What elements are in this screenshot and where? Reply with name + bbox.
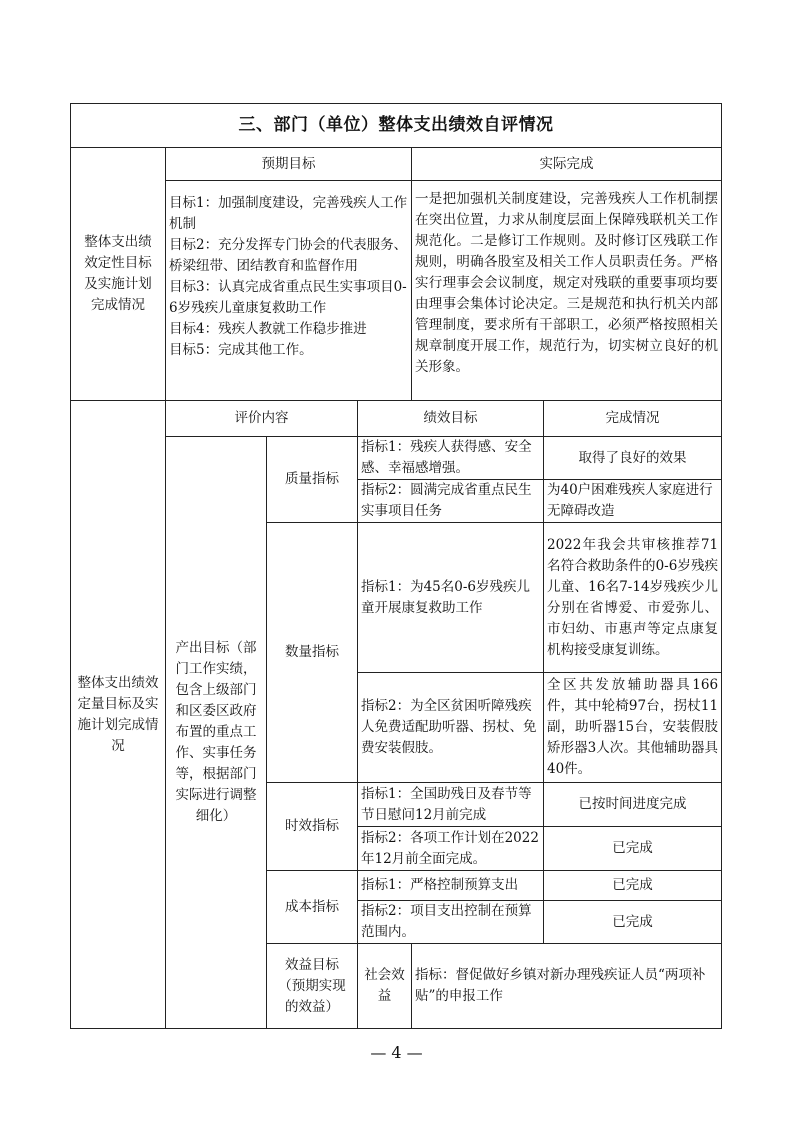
quality-target-2: 指标2：圆满完成省重点民生实事项目任务 xyxy=(358,480,544,523)
quantity-target-1: 指标1：为45名0-6岁残疾儿童开展康复救助工作 xyxy=(358,523,544,673)
quality-status-2: 为40户困难残疾人家庭进行无障碍改造 xyxy=(544,480,722,523)
timeliness-indicator-label: 时效指标 xyxy=(267,783,358,871)
quant-row-label: 整体支出绩效定量目标及实施计划完成情况 xyxy=(71,401,166,1029)
self-evaluation-table xyxy=(70,103,722,1029)
performance-sheet xyxy=(70,103,721,1015)
actual-completion-text: 一是把加强机关制度建设，完善残疾人工作机制摆在突出位置，力求从制度层面上保障残联机关工作规范化。二是修订工作规则。及时修订区残联工作规则，明确各股室及相关工作人员职责任务。严格实行理事会会议制度，规定对残联的重要事项均要由理事会集体讨论决定。三是规范和执行机关内部管理制度，要求所有干部职工，必须严格按照相关规章制度开展工作，规范行为，切实树立良好的机关形象。 xyxy=(412,181,722,401)
output-goal-label: 产出目标（部门工作实绩，包含上级部门和区委区政府布置的重点工作、实事任务等，根据部门实际进行调整细化） xyxy=(166,437,267,1029)
actual-completion-header: 实际完成 xyxy=(412,148,722,181)
cost-status-2: 已完成 xyxy=(544,901,722,944)
perf-target-header: 绩效目标 xyxy=(358,401,544,437)
qual-row-label: 整体支出绩效定性目标及实施计划完成情况 xyxy=(71,148,166,401)
section-title: 三、部门（单位）整体支出绩效自评情况 xyxy=(71,104,722,148)
expected-goals-text: 目标1：加强制度建设，完善残疾人工作机制 目标2：充分发挥专门协会的代表服务、桥梁纽带、团结教育和监督作用 目标3：认真完成省重点民生实事项目0-6岁残疾儿童康复救助工作 目标4：残疾人教就工作稳步推进 目标5：完成其他工作。 xyxy=(166,181,412,401)
eval-content-header: 评价内容 xyxy=(166,401,358,437)
cost-target-1: 指标1：严格控制预算支出 xyxy=(358,871,544,901)
quant-header-row xyxy=(71,401,722,437)
timeliness-status-2: 已完成 xyxy=(544,827,722,871)
benefit-goal-label: 效益目标（预期实现的效益） xyxy=(267,944,358,1029)
timeliness-target-1: 指标1：全国助残日及春节等节日慰问12月前完成 xyxy=(358,783,544,827)
cost-target-2: 指标2：项目支出控制在预算范围内。 xyxy=(358,901,544,944)
quantity-target-2: 指标2：为全区贫困听障残疾人免费适配助听器、拐杖、免费安装假肢。 xyxy=(358,673,544,783)
completion-status-header: 完成情况 xyxy=(544,401,722,437)
timeliness-status-1: 已按时间进度完成 xyxy=(544,783,722,827)
quality-target-1: 指标1：残疾人获得感、安全感、幸福感增强。 xyxy=(358,437,544,480)
section-title-row xyxy=(71,104,722,148)
cost-indicator-label: 成本指标 xyxy=(267,871,358,944)
quality-status-1: 取得了良好的效果 xyxy=(544,437,722,480)
cost-status-1: 已完成 xyxy=(544,871,722,901)
page-number: — 4 — xyxy=(370,1043,423,1062)
table-row xyxy=(71,437,722,480)
quantity-indicator-label: 数量指标 xyxy=(267,523,358,783)
quantity-status-1: 2022年我会共审核推荐71名符合救助条件的0-6岁残疾儿童、16名7-14岁残疾少儿分别在省博爱、市爱弥儿、市妇幼、市惠声等定点康复机构接受康复训练。 xyxy=(544,523,722,673)
quantity-status-2: 全区共发放辅助器具166件，其中轮椅97台，拐杖11副，助听器15台，安装假肢矫形器3人次。其他辅助器具40件。 xyxy=(544,673,722,783)
quality-indicator-label: 质量指标 xyxy=(267,437,358,523)
qual-content-row xyxy=(71,181,722,401)
qual-header-row xyxy=(71,148,722,181)
timeliness-target-2: 指标2：各项工作计划在2022年12月前全面完成。 xyxy=(358,827,544,871)
expected-goal-header: 预期目标 xyxy=(166,148,412,181)
social-target-1: 指标：督促做好乡镇对新办理残疾证人员“两项补贴”的申报工作 xyxy=(412,944,722,1029)
social-benefit-label: 社会效益 xyxy=(358,944,412,1029)
